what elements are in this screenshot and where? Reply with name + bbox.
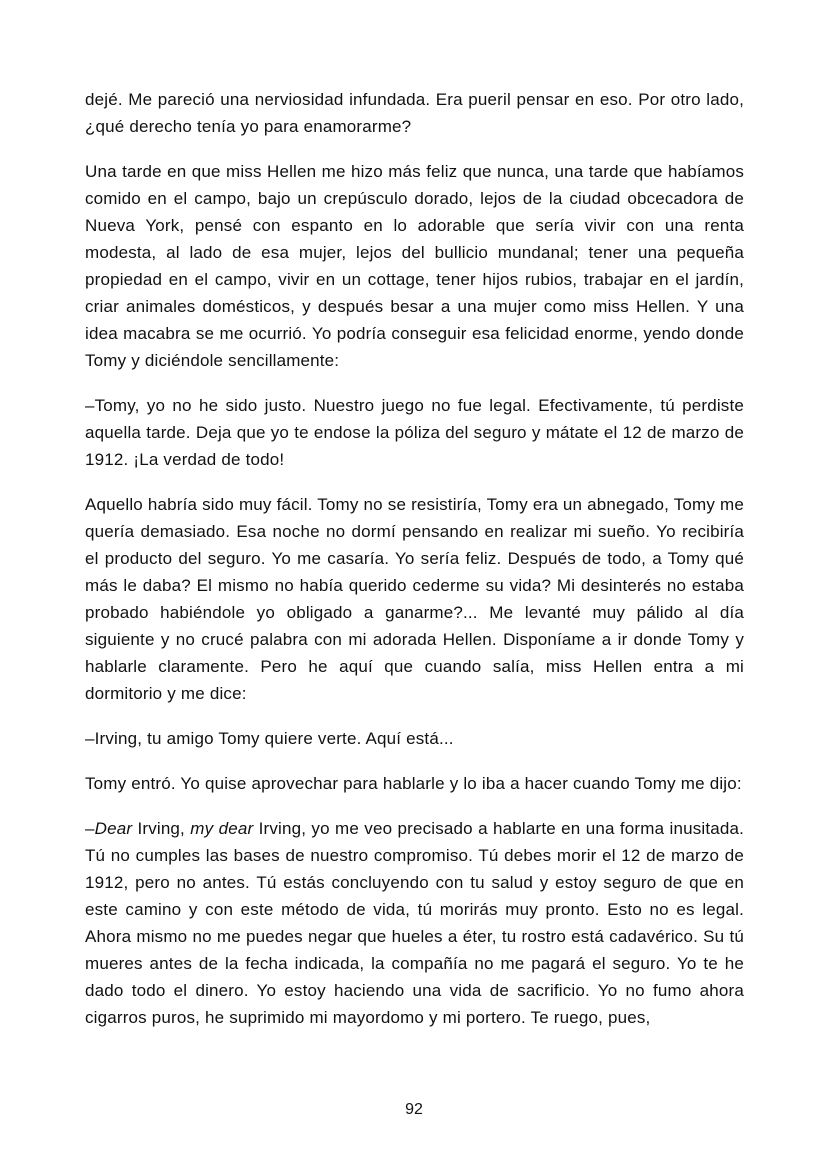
text-run: Irving, yo me veo precisado a hablarte en una forma inusitada. Tú no cumples las bases de nuestro compromiso. Tú debes morir el 12 de marzo de 1912, pero no antes. Tú estás concluyendo con tu salud y estoy seguro de que en este camino y con este método de vida, tú morirás muy pronto. Esto no es legal. Ahora mismo no me puedes negar que hueles a éter, tu rostro está cadavérico. Su tú mueres antes de la fecha indicada, la compañía no me pagará el seguro. Yo te he dado todo el dinero. Yo estoy haciendo una vida de sacrificio. Yo no fumo ahora cigarros puros, he suprimido mi mayordomo y mi portero. Te ruego, pues, [85,819,744,1027]
text-run: Irving, [132,819,191,838]
paragraph-dialogue [85,815,744,1031]
text-run: – [85,819,95,838]
paragraph: Aquello habría sido muy fácil. Tomy no se resistiría, Tomy era un abnegado, Tomy me quería demasiado. Esa noche no dormí pensando en realizar mi sueño. Yo recibiría el producto del seguro. Yo me casaría. Yo sería feliz. Después de todo, a Tomy qué más le daba? El mismo no había querido cederme su vida? Mi desinterés no estaba probado habiéndole yo obligado a ganarme?... Me levanté muy pálido al día siguiente y no crucé palabra con mi adorada Hellen. Disponíame a ir donde Tomy y hablarle claramente. Pero he aquí que cuando salía, miss Hellen entra a mi dormitorio y me dice: [85,495,744,703]
page-number: 92 [405,1101,423,1118]
paragraph: dejé. Me pareció una nerviosidad infundada. Era pueril pensar en eso. Por otro lado, ¿qué derecho tenía yo para enamorarme? [85,90,744,136]
emphasis-text: Dear [94,819,133,838]
paragraph-dialogue: –Irving, tu amigo Tomy quiere verte. Aquí está... [85,729,454,748]
paragraph: Una tarde en que miss Hellen me hizo más feliz que nunca, una tarde que habíamos comido en el campo, bajo un crepúsculo dorado, lejos de la ciudad obcecadora de Nueva York, pensé con espanto en lo adorable que sería vivir con una renta modesta, al lado de esa mujer, lejos del bullicio mundanal; tener una pequeña propiedad en el campo, vivir en un cottage, tener hijos rubios, trabajar en el jardín, criar animales domésticos, y después besar a una mujer como miss Hellen. Y una idea macabra se me ocurrió. Yo podría conseguir esa felicidad enorme, yendo donde Tomy y diciéndole sencillamente: [85,162,744,370]
body-text-column [85,86,744,1031]
paragraph: Tomy entró. Yo quise aprovechar para hablarle y lo iba a hacer cuando Tomy me dijo: [85,774,742,793]
paragraph-dialogue: –Tomy, yo no he sido justo. Nuestro juego no fue legal. Efectivamente, tú perdiste aquella tarde. Deja que yo te endose la póliza del seguro y mátate el 12 de marzo de 1912. ¡La verdad de todo! [85,396,744,469]
emphasis-text: my dear [190,819,254,838]
